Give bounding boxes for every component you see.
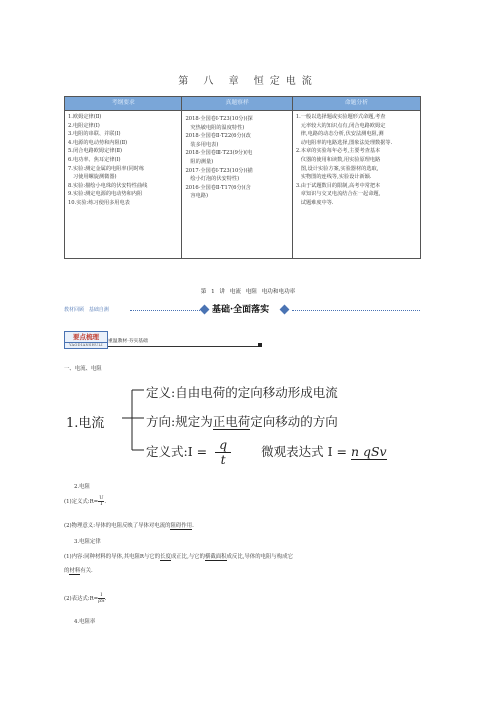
- formula-denominator: t: [220, 452, 226, 467]
- table-line: 章知识与交叉电流结合在一起命题,: [295, 191, 381, 198]
- table-line: 2016·全国卷Ⅱ·T17(6分)(含: [185, 184, 251, 191]
- banner-left-label: [64, 306, 109, 313]
- banner-dotted-left: [130, 310, 200, 314]
- lesson-title: 第 1 讲 电流 电阻 电功和电功率: [200, 289, 296, 295]
- fraction-denominator: ρS: [98, 598, 105, 604]
- tag-subtitle: 重温教材·夯实基础: [108, 339, 148, 344]
- definition-end: .: [104, 499, 107, 505]
- item-resistivity: 4.电阻率: [74, 619, 96, 625]
- resistance-definition: [64, 496, 106, 507]
- formula-label: 定义式:I =: [146, 444, 208, 459]
- diagram-direction: [146, 412, 338, 430]
- chapter-title: 第 八 章 恒定电流: [178, 76, 318, 87]
- micro-formula-label: 微观表达式 I =: [261, 444, 347, 459]
- fraction-numerator: U: [99, 495, 104, 501]
- table-line: 2018·全国卷Ⅲ·T23(9分)(电: [185, 150, 253, 157]
- direction-text-end: 定向移动的方向: [250, 414, 338, 429]
- section-heading: 一、电流、电阻: [64, 366, 102, 372]
- table-line: 8.实验:描绘小电珠的伏安特性曲线: [68, 182, 148, 189]
- table-line: 7.实验:测定金属的电阻率(同时练: [68, 165, 145, 172]
- expression-end: .: [104, 596, 107, 602]
- table-line: 究热敏电阻的温度特性): [185, 124, 245, 131]
- table-line: 3.由于试题数目的限制,高考中常把本: [295, 182, 381, 189]
- fraction-numerator: l: [98, 593, 104, 599]
- table-line: 10.实验:练习使用多用电表: [68, 199, 130, 206]
- tag-underline: [108, 346, 258, 347]
- key-points-tag: [64, 331, 108, 349]
- table-line: 习使用螺旋测微器): [68, 174, 117, 181]
- exam-samples-column: [182, 111, 292, 259]
- syllabus-column: [65, 111, 182, 259]
- table-line: 试题难度中等.: [295, 199, 334, 206]
- definition-label: (1)定义式:R=: [64, 499, 99, 505]
- table-line: 2018·全国卷Ⅰ·T23(10分)(探: [185, 116, 253, 122]
- banner-dotted-right: [292, 310, 420, 314]
- expression-label: (2)表达式:R=: [64, 596, 99, 602]
- table-line: 4.电源的电动势和内阻(Ⅱ): [68, 139, 128, 146]
- table-line: 2017·全国卷Ⅰ·T23(10分)(描: [185, 167, 253, 174]
- law-content-line2: [64, 566, 93, 574]
- table-line: 装多用电表): [185, 141, 219, 148]
- table-line: 实物图的连线等,实验设计新颖.: [295, 174, 372, 181]
- table-line: 元率较大的知识点有,闭合电路欧姆定: [295, 122, 386, 129]
- micro-formula-value: n qSv: [350, 444, 387, 459]
- table-line: 2.本章的实验每年必考,主要考查基本: [295, 148, 381, 155]
- law-text-c: 成反比,导体的电阻与构成它: [226, 554, 293, 560]
- formula-fraction: [215, 438, 231, 467]
- table-line: 1.欧姆定律(Ⅱ): [68, 114, 102, 120]
- law-cross-section: 横截面积: [204, 554, 227, 560]
- diagram-formula: [146, 438, 387, 467]
- table-line: 律,电路的动态分析,伏安法测电阻,测: [295, 131, 384, 138]
- table-line: 动电阻率的电路选择,图象法处理数据等.: [295, 139, 393, 146]
- header-syllabus: 考纲要求: [65, 97, 182, 111]
- resistance-meaning: [64, 521, 194, 529]
- table-line: 2.电阻定律(Ⅰ): [68, 122, 100, 129]
- diagram-definition: 定义:自由电荷的定向移动形成电流: [146, 385, 338, 400]
- law-text-e: 有关.: [80, 568, 93, 574]
- fraction-denominator: I: [100, 501, 103, 507]
- formula-numerator: q: [215, 438, 231, 453]
- table-line: 5.闭合电路欧姆定律(Ⅱ): [68, 148, 123, 155]
- meaning-end: .: [192, 523, 194, 529]
- law-content: [64, 552, 424, 560]
- direction-text: 方向:规定为: [146, 414, 213, 429]
- table-line: 1.一般以选择题或实验题形式命题,考查: [295, 114, 386, 120]
- table-line: 绘小灯泡的伏安特性): [185, 176, 240, 183]
- table-line: 图,设计实验方案,实验器材的选取,: [295, 165, 379, 172]
- header-exam-samples: 真题察样: [182, 97, 292, 111]
- table-line: 2018·全国卷Ⅱ·T22(6分)(改: [185, 133, 251, 140]
- table-line: 6.电功率、焦耳定律(Ⅰ): [68, 156, 121, 163]
- item-resistance-law: 3.电阻定律: [74, 539, 101, 545]
- law-material: 材料: [69, 568, 81, 574]
- banner-label-selftest: 基础自测: [88, 307, 109, 313]
- meaning-underlined: 阻碍作用: [170, 523, 193, 529]
- table-line: 仪器的使用和读数,用实验原理电路: [295, 156, 381, 163]
- law-expression: [64, 593, 106, 604]
- table-line: 阻的测量): [185, 158, 214, 165]
- diamond-icon: [280, 305, 290, 315]
- tag-pinyin: YAODIANSHULI: [65, 342, 107, 348]
- analysis-column: [292, 111, 420, 259]
- table-line: 3.电阻的串联、并联(Ⅰ): [68, 131, 121, 138]
- banner-title: 基础·全面落实: [212, 305, 270, 315]
- header-analysis: 命题分析: [292, 97, 420, 111]
- law-text-d: 的: [64, 568, 70, 574]
- table-line: 9.实验:测定电源的电动势和内阻: [68, 191, 143, 198]
- syllabus-table: [64, 96, 421, 259]
- banner-label-review: 教材回顾: [64, 307, 85, 313]
- meaning-text: (2)物理意义:导体的电阻反映了导体对电流的: [64, 523, 171, 529]
- law-length: 长度: [160, 554, 171, 560]
- diamond-icon: [200, 305, 210, 315]
- law-text-a: (1)内容:同种材料的导体,其电阻R与它的: [64, 554, 161, 560]
- item-resistance: 2.电阻: [74, 484, 90, 490]
- table-line: 容电路): [185, 193, 209, 200]
- direction-underlined: 正电荷: [212, 414, 251, 429]
- square-icon: [258, 343, 262, 347]
- diagram-label: 1.电流: [66, 416, 105, 431]
- tag-title: 要点梳理: [73, 333, 99, 341]
- law-text-b: 成正比,与它的: [170, 554, 205, 560]
